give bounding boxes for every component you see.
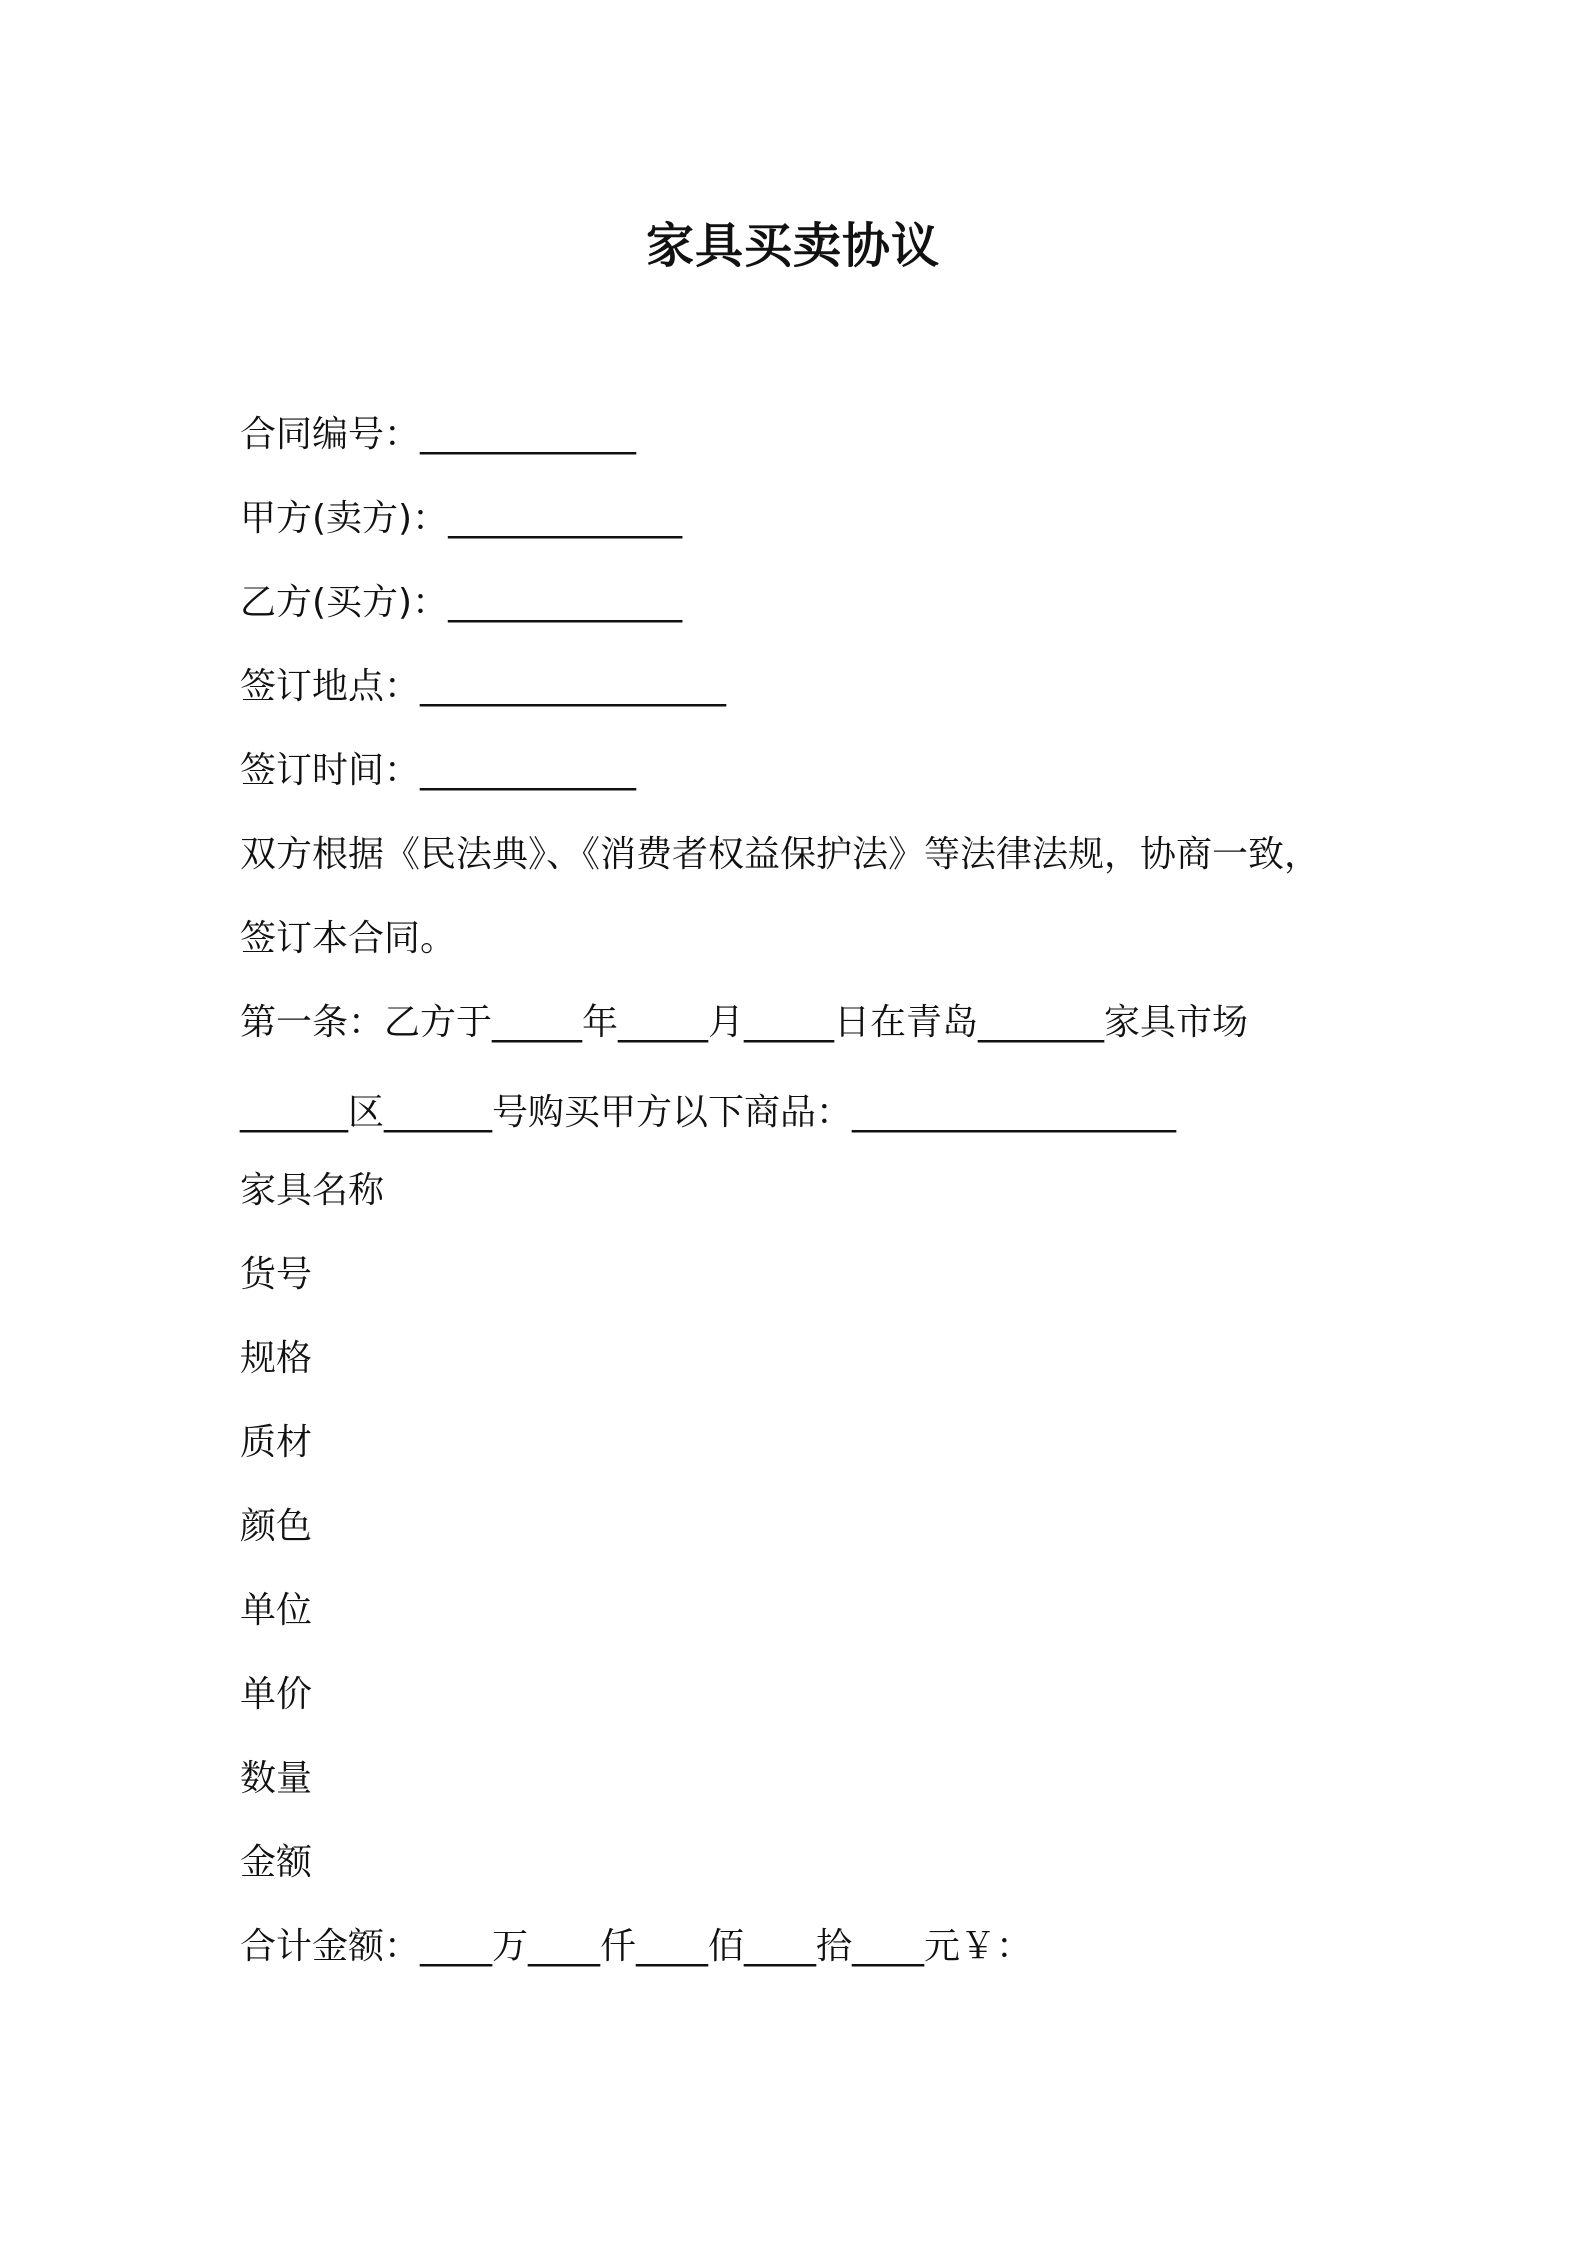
item-color: 颜色 xyxy=(240,1506,313,1547)
preamble-line-2: 签订本合同。 xyxy=(240,918,457,959)
item-amount: 金额 xyxy=(240,1842,313,1883)
party-b-buyer-field: 乙方(买方)：_____________ xyxy=(240,582,683,623)
article-1-line-2: ______区______号购买甲方以下商品：__________________ xyxy=(240,1092,1177,1133)
signing-time-field: 签订时间：____________ xyxy=(240,750,637,791)
item-unit: 单位 xyxy=(240,1590,313,1631)
item-item-number: 货号 xyxy=(240,1254,313,1295)
item-quantity: 数量 xyxy=(240,1758,313,1799)
preamble-line-1: 双方根据《民法典》、《消费者权益保护法》等法律法规，协商一致， xyxy=(240,834,1321,875)
document-title: 家具买卖协议 xyxy=(645,218,940,274)
total-amount-field: 合计金额：____万____仟____佰____拾____元￥： xyxy=(240,1926,1033,1967)
article-1-line-1: 第一条：乙方于_____年_____月_____日在青岛_______家具市场 xyxy=(240,1002,1249,1043)
item-unit-price: 单价 xyxy=(240,1674,313,1715)
party-a-seller-field: 甲方(卖方)：_____________ xyxy=(240,498,683,539)
item-material: 质材 xyxy=(240,1422,313,1463)
contract-number-field: 合同编号：____________ xyxy=(240,414,637,455)
item-furniture-name: 家具名称 xyxy=(240,1170,385,1211)
item-specification: 规格 xyxy=(240,1338,313,1379)
signing-place-field: 签订地点：_________________ xyxy=(240,666,727,707)
